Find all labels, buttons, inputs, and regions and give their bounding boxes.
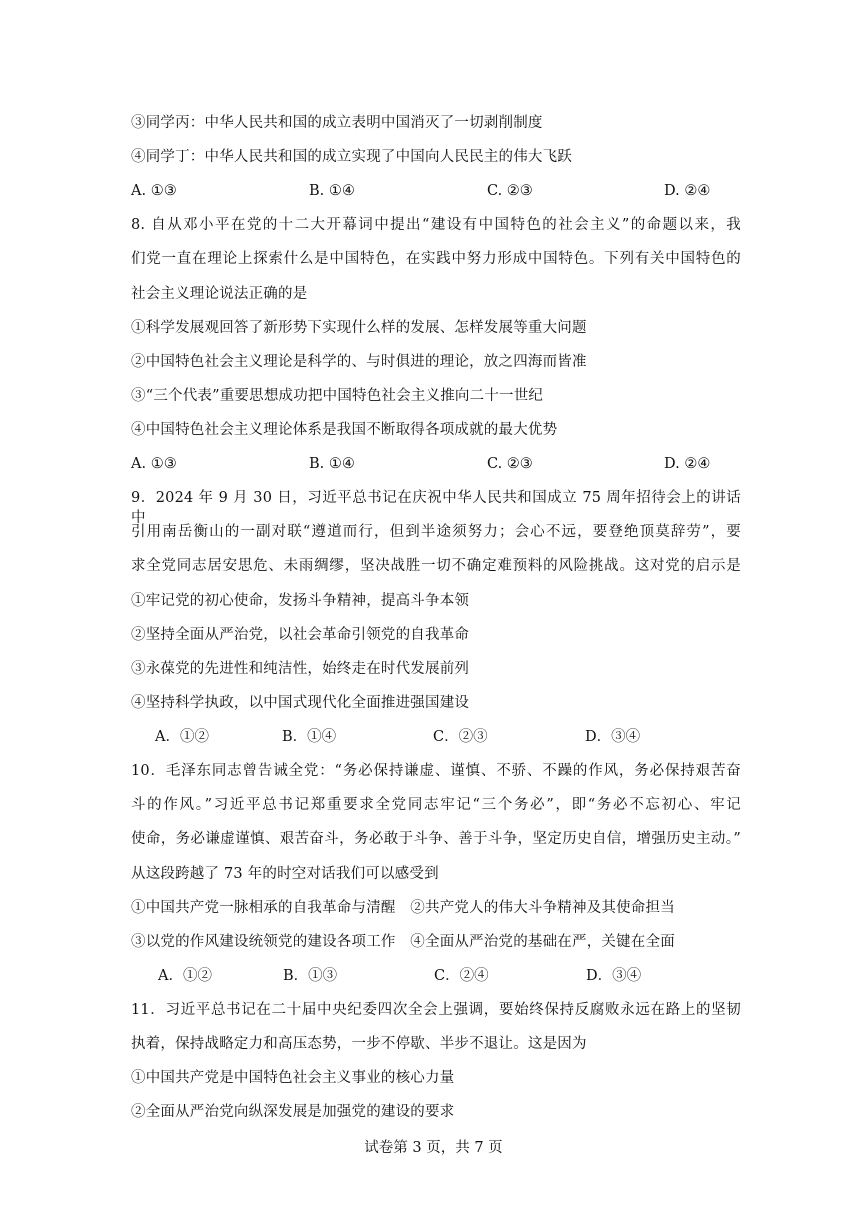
q9-option-d: D．③④	[585, 729, 641, 745]
q8-statement-3: ③“三个代表”重要思想成功把中国特色社会主义推向二十一世纪	[131, 388, 544, 404]
q10-option-c: C．②④	[434, 968, 489, 984]
page-footer: 试卷第 3 页，共 7 页	[364, 1140, 503, 1156]
q9-statement-1: ①牢记党的初心使命，发扬斗争精神，提高斗争本领	[131, 593, 470, 609]
q9-option-c: C．②③	[433, 729, 488, 745]
q8-stem-line-1: 8. 自从邓小平在党的十二大开幕词中提出“建设有中国特色的社会主义”的命题以来，我	[131, 217, 741, 233]
q10-stem-line-4: 从这段跨越了 73 年的时空对话我们可以感受到	[131, 866, 439, 882]
q8-stem-line-3: 社会主义理论说法正确的是	[131, 286, 308, 302]
q10-statements-1-2: ①中国共产党一脉相承的自我革命与清醒 ②共产党人的伟大斗争精神及其使命担当	[131, 900, 675, 916]
q9-statement-3: ③永葆党的先进性和纯洁性，始终走在时代发展前列	[131, 661, 470, 677]
q9-option-a: A．①②	[155, 729, 209, 745]
q7-statement-3: ③同学丙：中华人民共和国的成立表明中国消灭了一切剥削制度	[131, 115, 543, 131]
q8-stem-line-2: 们党一直在理论上探索什么是中国特色，在实践中努力形成中国特色。下列有关中国特色的	[131, 251, 741, 267]
q10-option-a: A．①②	[158, 968, 212, 984]
q9-stem-line-1: 9．2024 年 9 月 30 日，习近平总书记在庆祝中华人民共和国成立 75 周年招待会上的讲话中	[131, 490, 741, 526]
q9-statement-4: ④坚持科学执政，以中国式现代化全面推进强国建设	[131, 695, 470, 711]
q8-statement-4: ④中国特色社会主义理论体系是我国不断取得各项成就的最大优势	[131, 422, 558, 438]
q7-statement-4: ④同学丁：中华人民共和国的成立实现了中国向人民民主的伟大飞跃	[131, 149, 572, 165]
q8-option-b: B. ①④	[309, 456, 355, 472]
q11-statement-1: ①中国共产党是中国特色社会主义事业的核心力量	[131, 1070, 455, 1086]
q9-option-b: B．①④	[282, 729, 337, 745]
q11-stem-line-2: 执着，保持战略定力和高压态势，一步不停歇、半步不退让。这是因为	[131, 1036, 587, 1052]
q10-stem-line-2: 斗的作风。”习近平总书记郑重要求全党同志牢记“三个务必”，即“务必不忘初心、牢记	[131, 797, 741, 813]
q10-option-b: B．①③	[283, 968, 338, 984]
q11-stem-line-1: 11．习近平总书记在二十届中央纪委四次全会上强调，要始终保持反腐败永远在路上的坚韧	[131, 1002, 741, 1018]
q9-stem-line-2: 引用南岳衡山的一副对联“遵道而行，但到半途须努力；会心不远，要登绝顶莫辞劳”，要	[131, 524, 741, 540]
q9-statement-2: ②坚持全面从严治党，以社会革命引领党的自我革命	[131, 627, 470, 643]
q9-stem-line-3: 求全党同志居安思危、未雨绸缪，坚决战胜一切不确定难预料的风险挑战。这对党的启示是	[131, 558, 741, 574]
q10-stem-line-3: 使命，务必谦虚谨慎、艰苦奋斗，务必敢于斗争、善于斗争，坚定历史自信，增强历史主动。”	[131, 831, 741, 847]
q8-option-a: A. ①③	[131, 456, 177, 472]
q8-option-d: D. ②④	[664, 456, 711, 472]
q8-statement-1: ①科学发展观回答了新形势下实现什么样的发展、怎样发展等重大问题	[131, 320, 587, 336]
q7-option-a: A. ①③	[131, 183, 177, 199]
q10-statements-3-4: ③以党的作风建设统领党的建设各项工作 ④全面从严治党的基础在严，关键在全面	[131, 934, 675, 950]
q8-option-c: C. ②③	[487, 456, 533, 472]
q8-statement-2: ②中国特色社会主义理论是科学的、与时俱进的理论，放之四海而皆准	[131, 354, 587, 370]
q7-option-d: D. ②④	[664, 183, 711, 199]
q10-option-d: D．③④	[586, 968, 642, 984]
q10-stem-line-1: 10．毛泽东同志曾告诫全党：“务必保持谦虚、谨慎、不骄、不躁的作风，务必保持艰苦奋	[131, 763, 741, 779]
q11-statement-2: ②全面从严治党向纵深发展是加强党的建设的要求	[131, 1104, 455, 1120]
q7-option-c: C. ②③	[487, 183, 533, 199]
q7-option-b: B. ①④	[309, 183, 355, 199]
